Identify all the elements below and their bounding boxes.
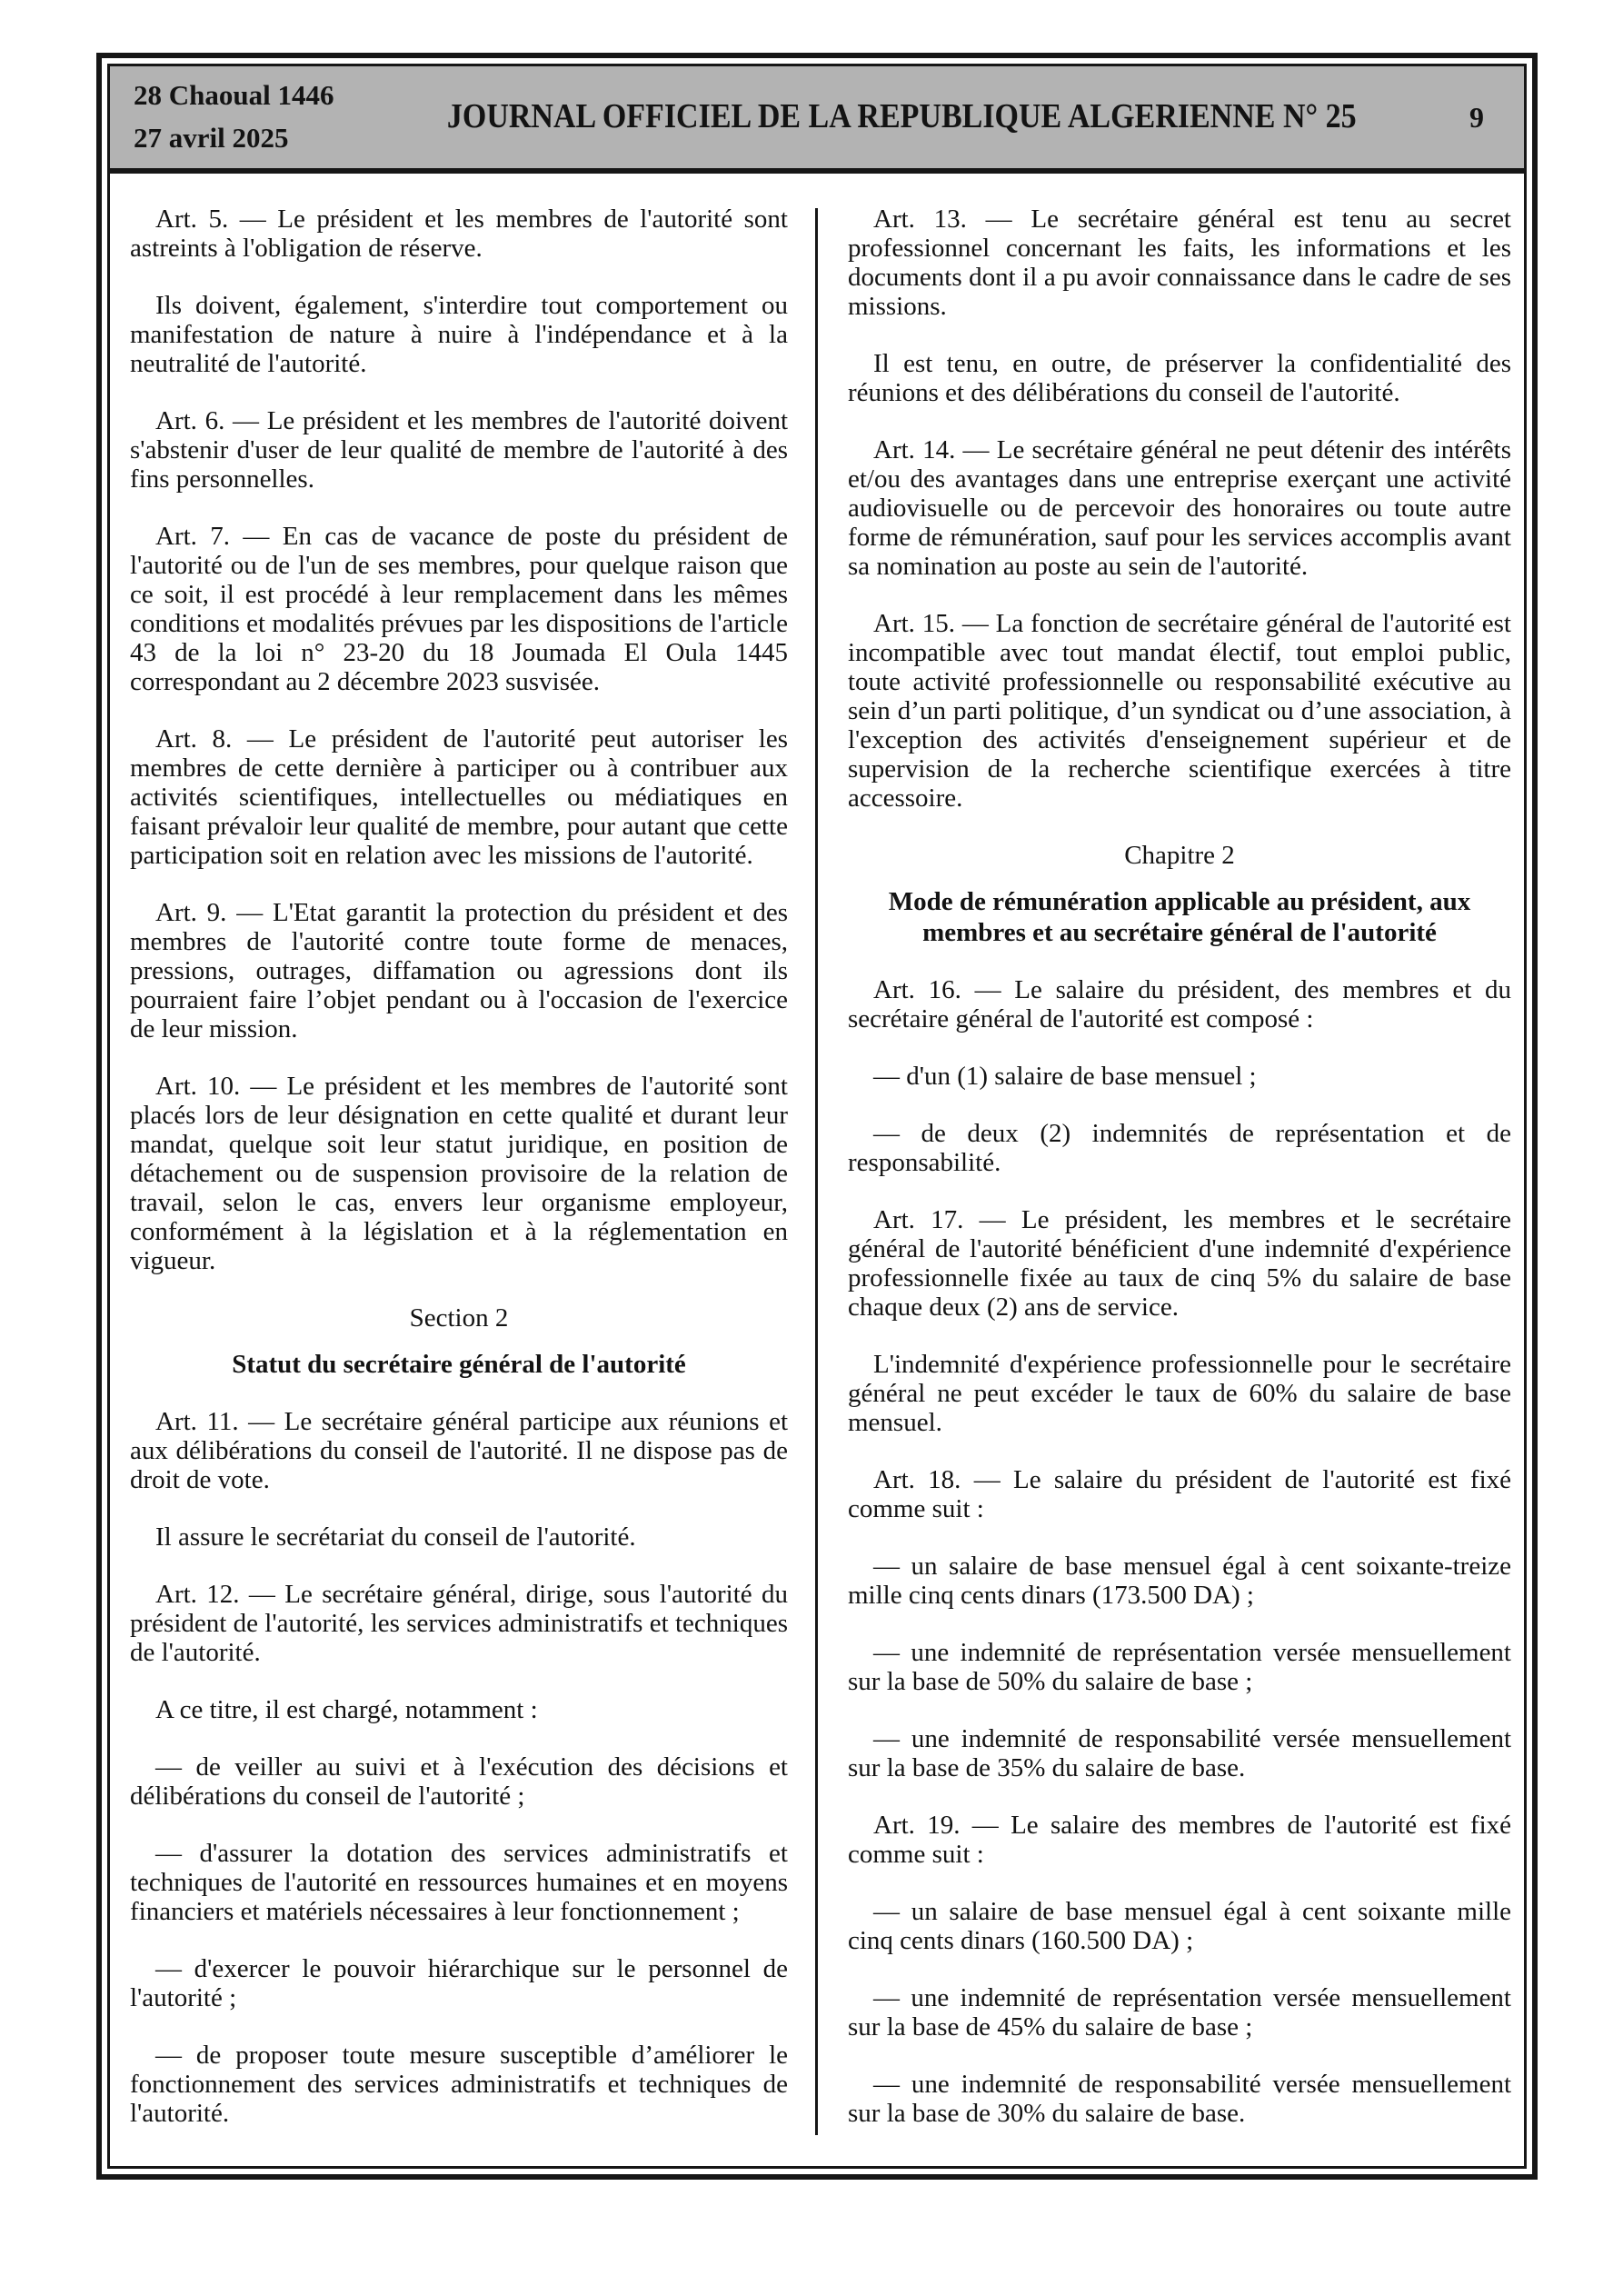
- paragraph: Art. 6. — Le président et les membres de l'autorité doivent s'abstenir d'user de leur qualité de membre de l'autorité à des fins personnelles.: [130, 406, 788, 494]
- paragraph: Il assure le secrétariat du conseil de l'autorité.: [155, 1522, 636, 1552]
- paragraph: — un salaire de base mensuel égal à cent soixante mille cinq cents dinars (160.500 DA) ;: [848, 1897, 1511, 1955]
- hijri-date: 28 Chaoual 1446: [134, 79, 334, 111]
- page-number: 9: [1469, 100, 1484, 134]
- column-divider: [815, 208, 818, 2135]
- journal-title: JOURNAL OFFICIEL DE LA REPUBLIQUE ALGERIENNE N° 25: [446, 97, 1357, 136]
- paragraph: L'indemnité d'expérience professionnelle pour le secrétaire général ne peut excéder le taux de 60% du salaire de base mensuel.: [848, 1350, 1511, 1437]
- paragraph: — d'un (1) salaire de base mensuel ;: [873, 1062, 1257, 1091]
- paragraph: Il est tenu, en outre, de préserver la confidentialité des réunions et des délibérations du conseil de l'autorité.: [848, 349, 1511, 407]
- header-band: [110, 66, 1524, 174]
- paragraph: Art. 17. — Le président, les membres et le secrétaire général de l'autorité bénéficient d'une indemnité d'expérience professionnelle fixée au taux de cinq 5% du salaire de base chaque deux (2) ans de service.: [848, 1205, 1511, 1322]
- paragraph: Art. 15. — La fonction de secrétaire général de l'autorité est incompatible avec tout mandat électif, tout emploi public, toute activité professionnelle ou responsabilité exécutive au sein d’un parti politique, d’un syndicat ou d’une association, à l'exception des activités d'enseignement supérieur et de supervision de la recherche scientifique exercées à titre accessoire.: [848, 609, 1511, 813]
- paragraph: — de deux (2) indemnités de représentation et de responsabilité.: [848, 1119, 1511, 1177]
- paragraph: Art. 10. — Le président et les membres de l'autorité sont placés lors de leur désignation en cette qualité et durant leur mandat, quelque soit leur statut juridique, en position de détachement ou de suspension provisoire de la relation de travail, selon le cas, envers leur organisme employeur, conformément à la législation et à la réglementation en vigueur.: [130, 1072, 788, 1275]
- paragraph: — une indemnité de représentation versée mensuellement sur la base de 45% du salaire de base ;: [848, 1983, 1511, 2041]
- paragraph: Art. 14. — Le secrétaire général ne peut détenir des intérêts et/ou des avantages dans une entreprise exerçant une activité audiovisuelle ou de percevoir des honoraires ou toute autre forme de rémunération, sauf pour les services accomplis avant sa nomination au poste au sein de l'autorité.: [848, 435, 1511, 581]
- left-column: [110, 205, 817, 2166]
- paragraph: Art. 11. — Le secrétaire général participe aux réunions et aux délibérations du conseil de l'autorité. Il ne dispose pas de droit de vote.: [130, 1407, 788, 1494]
- body-columns: [110, 174, 1524, 2166]
- bold-heading: Statut du secrétaire général de l'autorité: [232, 1350, 686, 1379]
- paragraph: Art. 19. — Le salaire des membres de l'autorité est fixé comme suit :: [848, 1811, 1511, 1869]
- paragraph: Art. 13. — Le secrétaire général est tenu au secret professionnel concernant les faits, les informations et les documents dont il a pu avoir connaissance dans le cadre de ses missions.: [848, 205, 1511, 321]
- paragraph: Art. 7. — En cas de vacance de poste du président de l'autorité ou de l'un de ses membres, pour quelque raison que ce soit, il est procédé à leur remplacement dans les mêmes conditions et modalités prévues par les dispositions de l'article 43 de la loi n° 23-20 du 18 Joumada El Oula 1445 correspondant au 2 décembre 2023 susvisée.: [130, 522, 788, 696]
- header-dates: [134, 78, 334, 156]
- paragraph: Art. 12. — Le secrétaire général, dirige, sous l'autorité du président de l'autorité, les services administratifs et techniques de l'autorité.: [130, 1580, 788, 1667]
- paragraph: — un salaire de base mensuel égal à cent soixante-treize mille cinq cents dinars (173.500 DA) ;: [848, 1552, 1511, 1610]
- page-frame: [96, 53, 1538, 2180]
- paragraph: Art. 16. — Le salaire du président, des membres et du secrétaire général de l'autorité est composé :: [848, 975, 1511, 1033]
- page-frame-inner: [107, 64, 1527, 2169]
- paragraph: — une indemnité de responsabilité versée mensuellement sur la base de 35% du salaire de base.: [848, 1724, 1511, 1782]
- bold-heading: Mode de rémunération applicable au président, aux membres et au secrétaire général de l'autorité: [888, 887, 1471, 947]
- center-label: Section 2: [409, 1303, 509, 1333]
- paragraph: — une indemnité de responsabilité versée mensuellement sur la base de 30% du salaire de base.: [848, 2070, 1511, 2128]
- paragraph: — une indemnité de représentation versée mensuellement sur la base de 50% du salaire de base ;: [848, 1638, 1511, 1696]
- paragraph: — d'exercer le pouvoir hiérarchique sur le personnel de l'autorité ;: [130, 1954, 788, 2012]
- paragraph: Art. 5. — Le président et les membres de l'autorité sont astreints à l'obligation de réserve.: [130, 205, 788, 263]
- paragraph: Art. 8. — Le président de l'autorité peut autoriser les membres de cette dernière à participer ou à contribuer aux activités scientifiques, intellectuelles ou médiatiques en faisant prévaloir leur qualité de membre, pour autant que cette participation soit en relation avec les missions de l'autorité.: [130, 724, 788, 870]
- center-label: Chapitre 2: [1124, 841, 1235, 870]
- paragraph: — d'assurer la dotation des services administratifs et techniques de l'autorité en ressources humaines et en moyens financiers et matériels nécessaires à leur fonctionnement ;: [130, 1839, 788, 1926]
- paragraph: Art. 18. — Le salaire du président de l'autorité est fixé comme suit :: [848, 1465, 1511, 1523]
- paragraph: Art. 9. — L'Etat garantit la protection du président et des membres de l'autorité contre toute forme de menaces, pressions, outrages, diffamation ou agressions dont ils pourraient faire l’objet pendant ou à l'occasion de l'exercice de leur mission.: [130, 898, 788, 1043]
- paragraph: — de veiller au suivi et à l'exécution des décisions et délibérations du conseil de l'autorité ;: [130, 1752, 788, 1811]
- paragraph: Ils doivent, également, s'interdire tout comportement ou manifestation de nature à nuire à l'indépendance et à la neutralité de l'autorité.: [130, 291, 788, 378]
- paragraph: — de proposer toute mesure susceptible d’améliorer le fonctionnement des services administratifs et techniques de l'autorité.: [130, 2041, 788, 2128]
- gregorian-date: 27 avril 2025: [134, 122, 289, 155]
- paragraph: A ce titre, il est chargé, notamment :: [155, 1695, 538, 1724]
- right-column: [817, 205, 1524, 2166]
